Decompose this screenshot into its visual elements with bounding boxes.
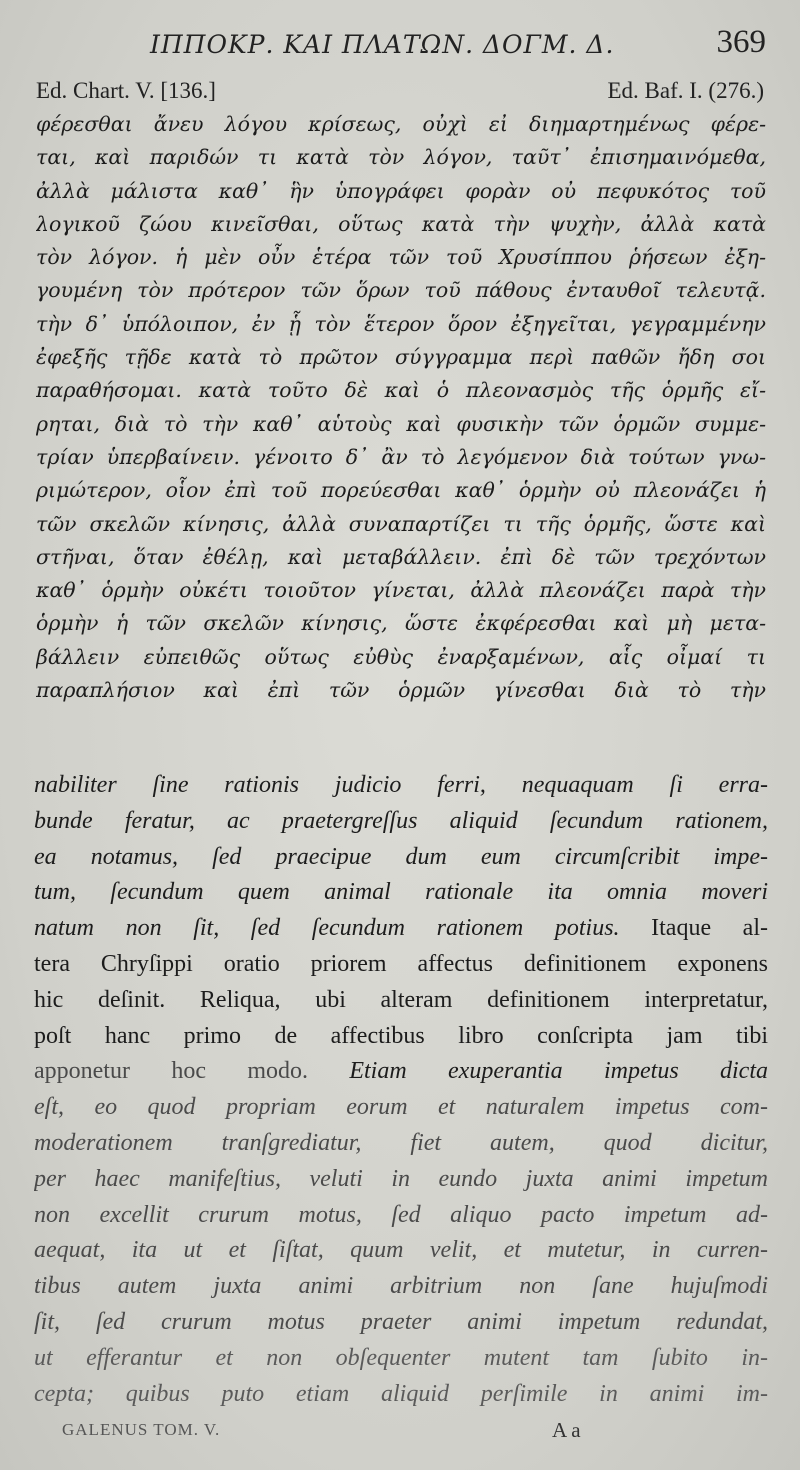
latin-line: bunde feratur, ac praetergreſſus aliquid ſecundum rationem, [34,807,768,834]
latin-text-block [34,768,768,1412]
latin-roman-run: Itaque al- [651,915,768,942]
greek-line: ρηται, διὰ τὸ τὴν καθ᾽ αὑτοὺς καὶ φυσικὴν τῶν ὁρμῶν συμμε- [36,411,766,436]
latin-line: hic deſinit. Reliqua, ubi alteram definitionem interpretatur, [34,986,768,1013]
latin-line: tera Chryſippi oratio priorem affectus definitionem exponens [34,950,768,977]
running-head [0,22,800,66]
greek-line: τὴν δ᾽ ὑπόλοιπον, ἐν ᾗ τὸν ἕτερον ὅρον ἐξηγεῖται, γεγραμμένην [36,311,766,336]
greek-line: βάλλειν εὐπειθῶς οὕτως εὐθὺς ἐναρξαμένων, αἷς οἶμαί τι [36,644,766,669]
greek-text-block [36,108,766,707]
latin-line: tibus autem juxta animi arbitrium non ſane hujuſmodi [34,1273,768,1300]
latin-italic-run: natum non ſit, ſed ſecundum rationem potius. [34,915,620,942]
greek-line: ται, καὶ παριδών τι κατὰ τὸν λόγον, ταῦτ᾽ ἐπισημαινόμεθα, [36,145,766,170]
greek-line: φέρεσθαι ἄνευ λόγου κρίσεως, οὐχὶ εἰ διημαρτημένως φέρε- [36,112,766,136]
greek-line: στῆναι, ὅταν ἐθέλῃ, καὶ μεταβάλλειν. ἐπὶ δὲ τῶν τρεχόντων [36,544,766,569]
edition-reference-right: Ed. Baf. I. (276.) [607,78,764,103]
latin-line: ea notamus, ſed praecipue dum eum circumſcribit impe- [34,843,768,870]
latin-line: ſit, ſed crurum motus praeter animi impetum redundat, [34,1308,768,1335]
latin-line: eſt, eo quod propriam eorum et naturalem impetus com- [34,1094,768,1121]
latin-line: cepta; quibus puto etiam aliquid perſimile in animi im- [34,1380,768,1407]
latin-line-mixed [34,1054,768,1090]
latin-line: non excellit crurum motus, ſed aliquo pacto impetum ad- [34,1201,768,1228]
latin-line-mixed [34,911,768,947]
page-number: 369 [716,24,766,60]
signature-mark-left: GALENUS TOM. V. [62,1420,221,1439]
greek-line: ὁρμὴν ἡ τῶν σκελῶν κίνησις, ὥστε ἐκφέρεσθαι καὶ μὴ μετα- [36,611,766,636]
greek-line: τρίαν ὑπερβαίνειν. γένοιτο δ᾽ ἂν τὸ λεγόμενον διὰ τούτων γνω- [36,444,766,469]
greek-line: ριμώτερον, οἷον ἐπὶ τοῦ πορεύεσθαι καθ᾽ ὁρμὴν οὐ πλεονάζει ἡ [36,478,766,503]
latin-line: aequat, ita ut et ſiſtat, quum velit, et mutetur, in curren- [34,1237,768,1264]
greek-line: παραπλήσιον καὶ ἐπὶ τῶν ὁρμῶν γίνεσθαι διὰ τὸ τὴν [36,678,766,703]
page-footer [0,1418,800,1448]
latin-line: tum, ſecundum quem animal rationale ita omnia moveri [34,879,768,906]
greek-line: καθ᾽ ὁρμὴν οὐκέτι τοιοῦτον γίνεται, ἀλλὰ πλεονάζει παρὰ τὴν [36,578,766,603]
latin-line: ut efferantur et non obſequenter mutent tam ſubito in- [34,1344,768,1371]
edition-reference-left: Ed. Chart. V. [136.] [36,78,216,103]
greek-line: ἐφεξῆς τῇδε κατὰ τὸ πρῶτον σύγγραμμα περὶ παθῶν ἤδη σοι [36,345,766,370]
latin-line: poſt hanc primo de affectibus libro conſcripta jam tibi [34,1022,768,1049]
signature-mark-right: A a [552,1418,581,1442]
edition-line [0,74,800,108]
greek-line: ἀλλὰ μάλιστα καθ᾽ ἣν ὑπογράφει φορὰν οὐ πεφυκότος τοῦ [36,178,766,203]
latin-line: nabiliter ſine rationis judicio ferri, nequaquam ſi erra- [34,772,768,798]
greek-line: λογικοῦ ζώου κινεῖσθαι, οὕτως κατὰ τὴν ψυχὴν, ἀλλὰ κατὰ [36,211,766,236]
latin-italic-run: Etiam exuperantia impetus dicta [349,1058,768,1085]
running-title: ΙΠΠΟΚΡ. ΚΑΙ ΠΛΑΤΩΝ. ΔΟΓΜ. Δ. [150,30,615,59]
greek-line: γουμένη τὸν πρότερον τῶν ὅρων τοῦ πάθους ἐνταυθοῖ τελευτᾷ. [36,278,766,303]
greek-line: παραθήσομαι. κατὰ τοῦτο δὲ καὶ ὁ πλεονασμὸς τῆς ὁρμῆς εἴ- [36,378,766,403]
latin-line: moderationem tranſgrediatur, fiet autem, quod dicitur, [34,1129,768,1156]
greek-line: τὸν λόγον. ἡ μὲν οὖν ἑτέρα τῶν τοῦ Χρυσίππου ῥήσεων ἐξη- [36,245,766,270]
greek-line: τῶν σκελῶν κίνησις, ἀλλὰ συναπαρτίζει τι τῆς ὁρμῆς, ὥστε καὶ [36,511,766,536]
latin-line: per haec manifeſtius, veluti in eundo juxta animi impetum [34,1165,768,1192]
latin-roman-run: apponetur hoc modo. [34,1058,308,1085]
